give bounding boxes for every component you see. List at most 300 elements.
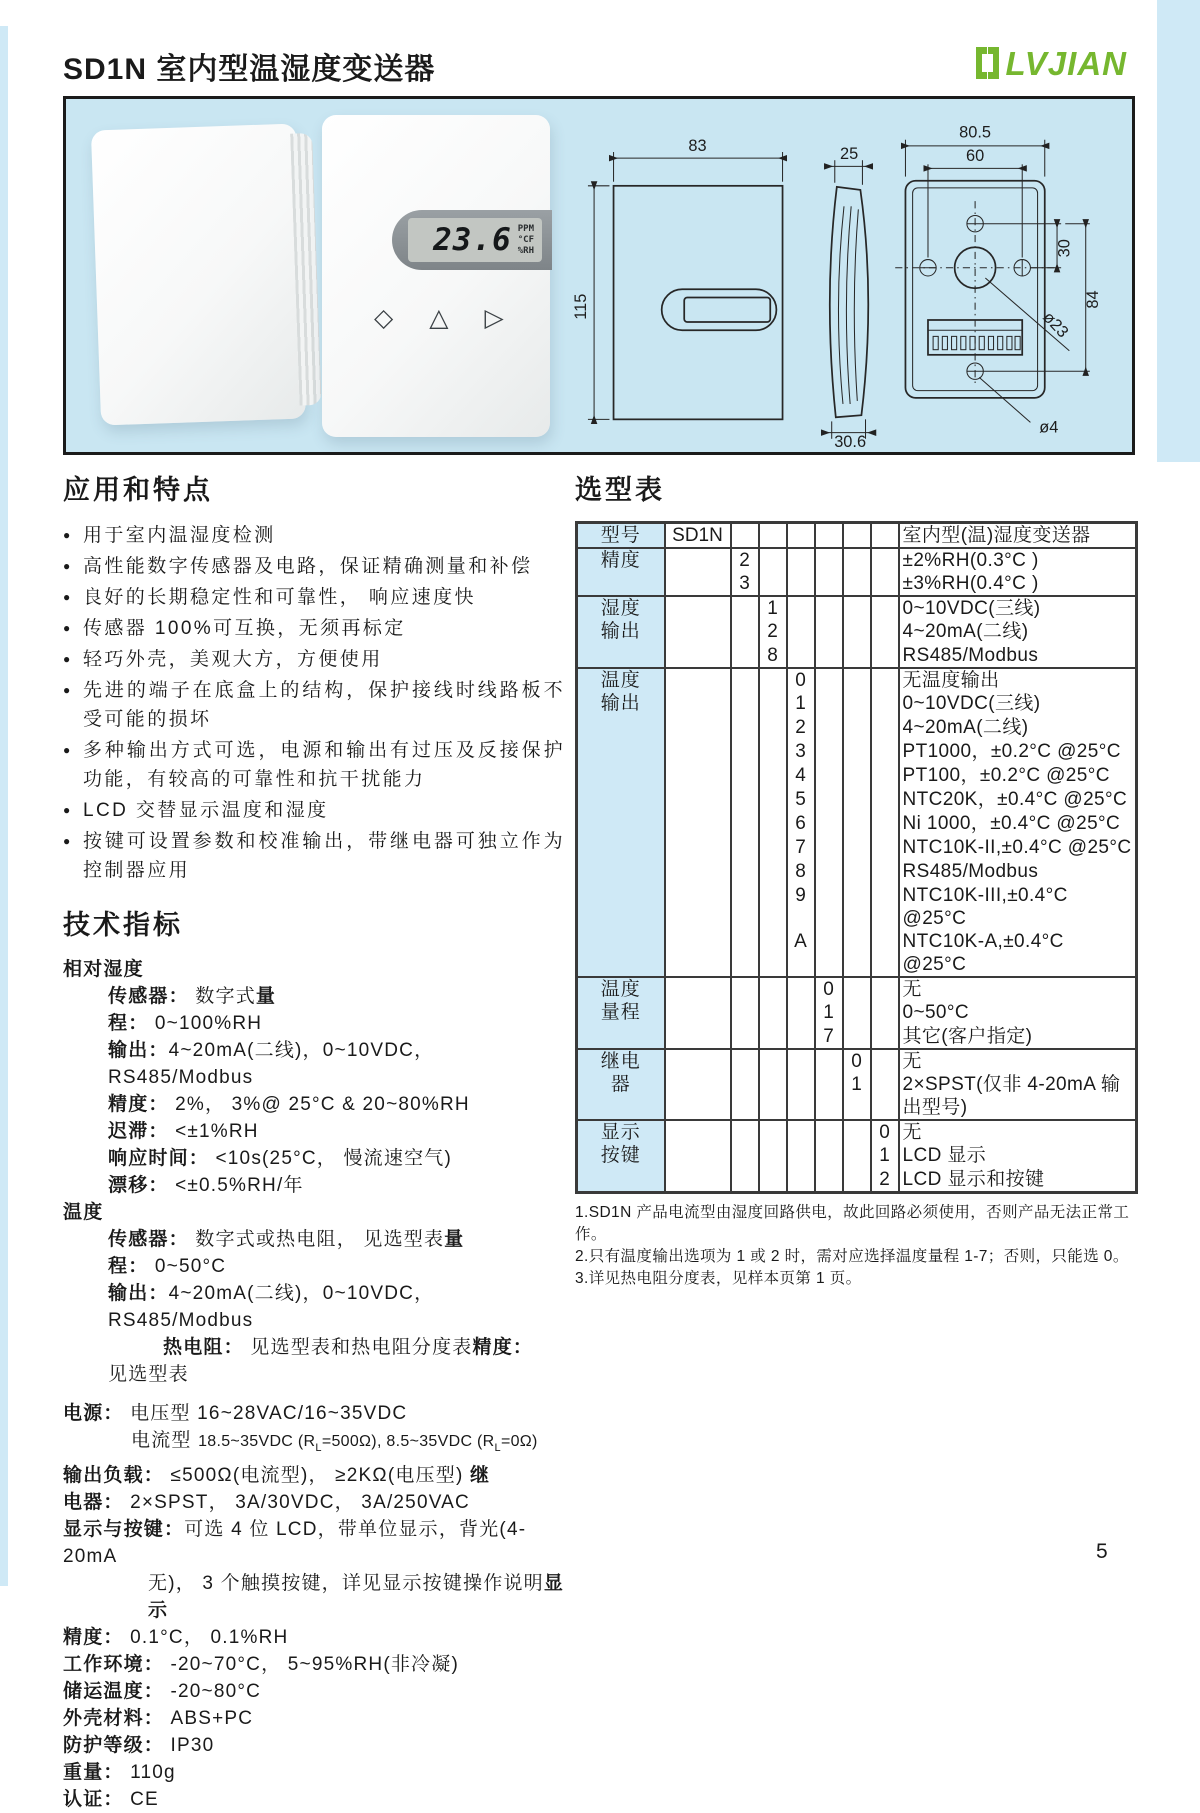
code-cell <box>759 977 787 1001</box>
category-label: 继电器 <box>600 1051 641 1095</box>
spec-segment: 2×SPST， 3A/30VDC， 3A/250VAC <box>123 1491 470 1513</box>
spec-line <box>63 1334 565 1361</box>
spec-line <box>63 1786 565 1813</box>
spec-line <box>63 1651 565 1678</box>
model-cell <box>665 812 731 836</box>
spec-segment: 精度： <box>108 1094 169 1115</box>
code-cell <box>815 523 843 549</box>
code-cell <box>731 764 759 788</box>
spec-segment: 认证： <box>63 1788 124 1810</box>
code-cell: 1 <box>871 1144 899 1168</box>
feature-item: ● 高性能数字传感器及电路，保证精确测量和补偿 <box>63 552 565 581</box>
code-cell <box>871 668 899 692</box>
spec-segment: 数字式或热电阻， 见选型表 <box>188 1229 445 1250</box>
code-cell <box>871 1001 899 1025</box>
spec-line <box>63 1172 565 1199</box>
spec-line <box>63 1091 565 1118</box>
spec-line <box>63 1705 565 1732</box>
code-cell <box>871 812 899 836</box>
code-cell <box>787 644 815 668</box>
code-cell <box>871 1025 899 1049</box>
code-cell <box>815 572 843 596</box>
code-cell: 0 <box>843 1049 871 1073</box>
spec-segment: 漂移： <box>108 1175 169 1196</box>
category-cell <box>577 1120 665 1193</box>
spec-line <box>63 1624 565 1651</box>
description-cell: 0~10VDC(三线) <box>899 596 1137 620</box>
code-cell <box>759 1025 787 1049</box>
code-cell <box>843 740 871 764</box>
model-cell <box>665 596 731 620</box>
description-cell: ±2%RH(0.3°C ) <box>899 548 1137 572</box>
right-column <box>575 468 1137 1290</box>
table-row <box>577 523 1137 549</box>
spec-line <box>63 1145 565 1172</box>
spec-segment: 量 <box>255 986 277 1007</box>
dim-back-inner: 60 <box>965 147 985 166</box>
table-note: 1.SD1N 产品电流型由湿度回路供电，故此回路必须使用，否则产品无法正常工作。 <box>575 1204 1130 1243</box>
code-cell <box>815 620 843 644</box>
code-cell <box>871 884 899 930</box>
specs-section <box>63 903 565 1813</box>
description-cell: LCD 显示和按键 <box>899 1168 1137 1193</box>
model-cell <box>665 788 731 812</box>
spec-segment: CE <box>123 1788 159 1810</box>
code-cell <box>815 644 843 668</box>
dim-front-height: 115 <box>571 293 590 320</box>
code-cell <box>815 860 843 884</box>
code-cell <box>787 977 815 1001</box>
description-cell: 无 <box>899 1049 1137 1073</box>
lcd-unit-ppm: PPM <box>517 223 534 234</box>
code-cell <box>759 1001 787 1025</box>
spec-line <box>63 1361 565 1388</box>
spec-segment: 电器： <box>63 1491 124 1513</box>
code-cell <box>871 1073 899 1120</box>
spec-segment: 相对湿度 <box>63 959 144 980</box>
table-note: 3.详见热电阻分度表，见样本页第 1 页。 <box>575 1270 862 1287</box>
description-cell: LCD 显示 <box>899 1144 1137 1168</box>
spec-line <box>63 1678 565 1705</box>
spec-segment: 外壳材料： <box>63 1707 165 1729</box>
spec-line <box>63 1732 565 1759</box>
code-cell <box>815 836 843 860</box>
code-cell <box>787 1025 815 1049</box>
description-cell: RS485/Modbus <box>899 860 1137 884</box>
code-cell: 8 <box>759 644 787 668</box>
code-cell: 2 <box>871 1168 899 1193</box>
spec-segment: 精度： <box>472 1337 534 1358</box>
code-cell <box>759 764 787 788</box>
description-cell: NTC10K-A,±0.4°C @25°C <box>899 930 1137 977</box>
description-cell: 无 <box>899 977 1137 1001</box>
selection-notes <box>575 1202 1137 1290</box>
code-cell <box>843 788 871 812</box>
selection-table-body <box>577 523 1137 1193</box>
spec-segment: ABS+PC <box>164 1707 254 1729</box>
selection-title: 选型表 <box>575 475 665 505</box>
category-label: 精度 <box>600 550 641 571</box>
code-cell <box>843 1120 871 1144</box>
spec-segment: 2%， 3%@ 25°C & 20~80%RH <box>168 1094 470 1115</box>
code-cell: 2 <box>759 620 787 644</box>
spec-line <box>63 1462 565 1489</box>
spec-segment: 防护等级： <box>63 1734 165 1756</box>
model-cell <box>665 1001 731 1025</box>
right-triangle-button-icon: ▷ <box>484 304 504 332</box>
spec-segment: L <box>315 1441 322 1454</box>
description-cell: 无温度输出 <box>899 668 1137 692</box>
spec-segment: 温度 <box>63 1202 104 1223</box>
code-cell: 0 <box>871 1120 899 1144</box>
code-cell <box>731 1168 759 1193</box>
model-cell <box>665 930 731 977</box>
code-cell <box>815 668 843 692</box>
spec-line <box>63 1489 565 1516</box>
code-cell <box>871 523 899 549</box>
spec-segment: 显示与按键： <box>63 1518 185 1540</box>
spec-segment: 热电阻： <box>163 1337 244 1358</box>
code-cell <box>759 523 787 549</box>
code-cell <box>871 788 899 812</box>
spec-line <box>63 1759 565 1786</box>
model-cell <box>665 716 731 740</box>
model-cell <box>665 860 731 884</box>
spec-line <box>63 1037 565 1091</box>
feature-item: ● LCD 交替显示温度和湿度 <box>63 796 565 825</box>
code-cell <box>815 548 843 572</box>
dim-back-width: 80.5 <box>959 123 992 142</box>
code-cell <box>815 596 843 620</box>
feature-item: ● 多种输出方式可选，电源和输出有过压及反接保护功能，有较高的可靠性和抗干扰能力 <box>63 736 565 794</box>
left-column <box>63 468 565 1813</box>
spec-line <box>63 1516 565 1570</box>
code-cell <box>731 1144 759 1168</box>
code-cell: 1 <box>843 1073 871 1120</box>
spec-segment: 110g <box>123 1761 176 1783</box>
code-cell <box>843 930 871 977</box>
spec-segment: 见选型表 <box>108 1364 189 1385</box>
code-cell <box>871 596 899 620</box>
code-cell <box>843 1144 871 1168</box>
diamond-button-icon: ◇ <box>374 304 394 332</box>
code-cell <box>787 523 815 549</box>
code-cell <box>871 572 899 596</box>
spec-segment: L <box>494 1441 501 1454</box>
code-cell: 7 <box>787 836 815 860</box>
spec-segment: 重量： <box>63 1761 124 1783</box>
code-cell <box>871 860 899 884</box>
model-cell <box>665 884 731 930</box>
description-cell: ±3%RH(0.4°C ) <box>899 572 1137 596</box>
code-cell: 2 <box>787 716 815 740</box>
lcd-unit-rh: %RH <box>517 245 534 256</box>
code-cell <box>731 692 759 716</box>
spec-segment: 继 <box>469 1464 491 1486</box>
product-banner <box>63 96 1135 455</box>
code-cell: 5 <box>787 788 815 812</box>
code-cell <box>731 1073 759 1120</box>
model-cell <box>665 1120 731 1144</box>
spec-line <box>63 1226 565 1253</box>
code-cell <box>759 1049 787 1073</box>
code-cell <box>843 596 871 620</box>
description-cell: RS485/Modbus <box>899 644 1137 668</box>
lcd-units <box>518 224 534 257</box>
spec-segment: 电源： <box>63 1403 124 1424</box>
description-cell: 4~20mA(二线) <box>899 716 1137 740</box>
spec-segment: <±0.5%RH/年 <box>168 1175 304 1196</box>
code-cell: 1 <box>759 596 787 620</box>
category-cell <box>577 596 665 668</box>
code-cell <box>871 548 899 572</box>
code-cell <box>815 716 843 740</box>
code-cell <box>731 1120 759 1144</box>
dim-hole-small: ø4 <box>1039 418 1059 437</box>
spec-segment: 程： <box>108 1256 149 1277</box>
spec-line <box>63 1280 565 1334</box>
code-cell <box>731 523 759 549</box>
spec-segment: 响应时间： <box>108 1148 210 1169</box>
code-cell <box>843 668 871 692</box>
code-cell <box>843 716 871 740</box>
description-cell: 0~10VDC(三线) <box>899 692 1137 716</box>
dim-front-width: 83 <box>688 136 707 155</box>
feature-item: ● 轻巧外壳，美观大方，方便使用 <box>63 645 565 674</box>
category-cell <box>577 977 665 1049</box>
code-cell <box>843 572 871 596</box>
spec-segment: =0Ω) <box>500 1433 538 1450</box>
code-cell <box>787 620 815 644</box>
code-cell <box>843 1168 871 1193</box>
feature-item: ● 良好的长期稳定性和可靠性， 响应速度快 <box>63 583 565 612</box>
spec-segment: <10s(25°C， 慢流速空气) <box>209 1148 453 1169</box>
code-cell <box>787 1120 815 1144</box>
brand-logo-text: LVJIAN <box>1005 44 1127 82</box>
table-row <box>577 548 1137 572</box>
description-cell: 无 <box>899 1120 1137 1144</box>
table-row <box>577 596 1137 620</box>
code-cell: 8 <box>787 860 815 884</box>
spec-segment: 4~20mA(二线)，0~10VDC，RS485/Modbus <box>108 1283 435 1331</box>
spec-line <box>63 1010 565 1037</box>
code-cell <box>843 860 871 884</box>
feature-item: ● 传感器 100%可互换，无须再标定 <box>63 614 565 643</box>
category-cell <box>577 523 665 549</box>
spec-segment: =500Ω), 8.5~35VDC (R <box>321 1433 495 1450</box>
code-cell <box>815 1120 843 1144</box>
table-row <box>577 1120 1137 1144</box>
code-cell: 4 <box>787 764 815 788</box>
lcd-value: 23.6 <box>433 222 512 258</box>
feature-item: ● 用于室内温湿度检测 <box>63 521 565 550</box>
spec-segment: 储运温度： <box>63 1680 165 1702</box>
code-cell <box>759 1168 787 1193</box>
code-cell: 3 <box>787 740 815 764</box>
model-cell <box>665 1049 731 1073</box>
specs-title: 技术指标 <box>63 910 183 940</box>
code-cell <box>843 812 871 836</box>
feature-item: ● 先进的端子在底盒上的结构，保护接线时线路板不受可能的损坏 <box>63 676 565 734</box>
code-cell <box>787 596 815 620</box>
spec-segment: 电流型 <box>131 1430 199 1451</box>
code-cell <box>731 977 759 1001</box>
page-edge-left <box>0 26 8 1586</box>
model-cell <box>665 620 731 644</box>
spec-segment: 程： <box>108 1013 149 1034</box>
description-cell: 4~20mA(二线) <box>899 620 1137 644</box>
model-cell <box>665 692 731 716</box>
code-cell <box>815 1168 843 1193</box>
code-cell <box>843 764 871 788</box>
spec-segment: 0.1°C， 0.1%RH <box>123 1626 289 1648</box>
model-cell <box>665 1168 731 1193</box>
code-cell <box>759 572 787 596</box>
brand-bracket-icon <box>974 46 1001 80</box>
description-cell: 0~50°C <box>899 1001 1137 1025</box>
code-cell <box>871 977 899 1001</box>
spec-segment: 数字式 <box>188 986 256 1007</box>
table-row <box>577 668 1137 692</box>
selection-table <box>575 521 1138 1194</box>
code-cell <box>815 884 843 930</box>
category-cell <box>577 668 665 977</box>
spec-segment: 输出： <box>108 1283 169 1304</box>
code-cell <box>843 692 871 716</box>
code-cell <box>815 930 843 977</box>
code-cell <box>787 1049 815 1073</box>
code-cell <box>759 740 787 764</box>
category-cell <box>577 548 665 596</box>
spec-segment: 输出负载： <box>63 1464 165 1486</box>
category-label: 型号 <box>600 525 641 546</box>
dim-back-offset: 30 <box>1055 239 1074 258</box>
description-cell: NTC20K，±0.4°C @25°C <box>899 788 1137 812</box>
spec-segment: 输出： <box>108 1040 169 1061</box>
model-cell <box>665 668 731 692</box>
code-cell <box>787 1168 815 1193</box>
specs-body <box>63 956 565 1813</box>
category-label: 温度量程 <box>600 979 641 1023</box>
code-cell <box>731 812 759 836</box>
table-row <box>577 977 1137 1001</box>
code-cell: 0 <box>787 668 815 692</box>
spec-segment: 可选 4 位 LCD，带单位显示，背光(4-20mA <box>63 1518 527 1567</box>
code-cell <box>759 930 787 977</box>
touch-buttons <box>374 303 504 333</box>
model-cell <box>665 740 731 764</box>
model-cell <box>665 1025 731 1049</box>
page-number: 5 <box>1096 1540 1108 1563</box>
code-cell <box>843 836 871 860</box>
lcd-housing <box>392 210 552 270</box>
code-cell <box>815 812 843 836</box>
code-cell <box>843 884 871 930</box>
code-cell <box>759 1120 787 1144</box>
vent-grille <box>290 133 321 406</box>
code-cell <box>843 644 871 668</box>
code-cell <box>815 692 843 716</box>
code-cell <box>843 1001 871 1025</box>
feature-item: ● 按键可设置参数和校准输出，带继电器可独立作为控制器应用 <box>63 827 565 885</box>
code-cell <box>815 1073 843 1120</box>
features-list <box>63 521 565 885</box>
spec-segment: 0~50°C <box>148 1256 227 1277</box>
code-cell <box>759 812 787 836</box>
code-cell <box>815 788 843 812</box>
dim-side-depth: 25 <box>840 145 859 164</box>
code-cell <box>759 692 787 716</box>
code-cell <box>731 644 759 668</box>
description-cell: 室内型(温)湿度变送器 <box>899 523 1137 549</box>
model-cell <box>665 1073 731 1120</box>
code-cell: 1 <box>815 1001 843 1025</box>
model-cell: SD1N <box>665 523 731 549</box>
spec-segment: 见选型表和热电阻分度表 <box>243 1337 473 1358</box>
model-cell <box>665 644 731 668</box>
code-cell <box>731 1025 759 1049</box>
code-cell <box>871 1049 899 1073</box>
code-cell <box>731 596 759 620</box>
header <box>63 44 1135 92</box>
code-cell <box>815 1049 843 1073</box>
spec-line <box>63 1427 565 1462</box>
description-cell: 其它(客户指定) <box>899 1025 1137 1049</box>
product-photos <box>84 105 554 449</box>
code-cell <box>871 930 899 977</box>
spec-segment: 无)， 3 个触摸按键，详见显示按键操作说明 <box>148 1572 544 1594</box>
code-cell: 7 <box>815 1025 843 1049</box>
description-cell: PT100，±0.2°C @25°C <box>899 764 1137 788</box>
spec-line <box>63 1253 565 1280</box>
code-cell <box>731 788 759 812</box>
model-cell <box>665 572 731 596</box>
up-triangle-button-icon: △ <box>429 304 449 332</box>
table-row <box>577 1049 1137 1073</box>
code-cell <box>759 788 787 812</box>
code-cell <box>759 884 787 930</box>
category-label: 湿度输出 <box>600 598 641 642</box>
code-cell <box>787 548 815 572</box>
spec-segment: 工作环境： <box>63 1653 165 1675</box>
code-cell <box>759 836 787 860</box>
spec-segment: 量 <box>444 1229 465 1250</box>
page-title: SD1N 室内型温湿度变送器 <box>63 53 436 86</box>
code-cell <box>843 523 871 549</box>
code-cell: 0 <box>815 977 843 1001</box>
model-cell <box>665 548 731 572</box>
code-cell <box>871 620 899 644</box>
code-cell <box>731 836 759 860</box>
spec-line <box>63 1199 565 1226</box>
description-cell: PT1000，±0.2°C @25°C <box>899 740 1137 764</box>
description-cell: NTC10K-II,±0.4°C @25°C <box>899 836 1137 860</box>
code-cell <box>787 1073 815 1120</box>
description-cell: NTC10K-III,±0.4°C @25°C <box>899 884 1137 930</box>
code-cell <box>871 716 899 740</box>
dim-back-height: 84 <box>1084 290 1103 309</box>
code-cell <box>731 930 759 977</box>
code-cell <box>843 620 871 644</box>
spec-line <box>63 1400 565 1427</box>
code-cell <box>731 860 759 884</box>
category-label: 显示按键 <box>600 1122 641 1166</box>
spec-segment: -20~80°C <box>164 1680 262 1702</box>
spec-segment: ≤500Ω(电流型)， ≥2KΩ(电压型) <box>164 1464 470 1486</box>
code-cell <box>871 740 899 764</box>
code-cell <box>843 977 871 1001</box>
category-cell <box>577 1049 665 1120</box>
